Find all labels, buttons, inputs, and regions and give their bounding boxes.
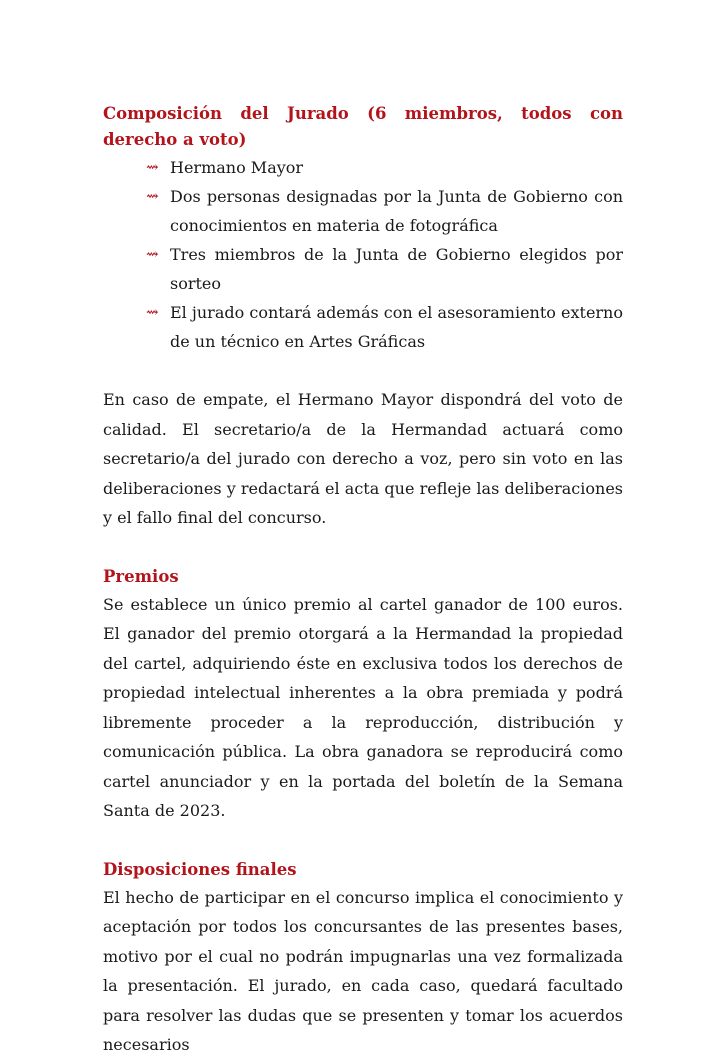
- section-disposiciones: [103, 857, 623, 1060]
- list-item-text: Hermano Mayor: [170, 158, 304, 177]
- premios-paragraph: Se establece un único premio al cartel ganador de 100 euros. El ganador del premio otorgará a la Hermandad la propiedad del cartel, adquiriendo éste en exclusiva todos los derechos de propiedad intelectual inherentes a la obra premiada y podrá libremente proceder a la reproducción, distribución y comunicación pública. La obra ganadora se reproducirá como cartel anunciador y en la portada del boletín de la Semana Santa de 2023.: [103, 594, 623, 820]
- document-page: [103, 101, 623, 1060]
- curly-arrow-icon: ⇝: [146, 158, 158, 176]
- curly-arrow-icon: ⇝: [146, 245, 158, 263]
- section-jurado: [103, 101, 623, 533]
- section-heading-premios: Premios: [103, 566, 179, 586]
- list-item-text: Tres miembros de la Junta de Gobierno elegidos por sorteo: [170, 245, 623, 293]
- list-item-text: Dos personas designadas por la Junta de Gobierno con conocimientos en materia de fotográfica: [170, 187, 623, 235]
- section-premios: [103, 564, 623, 826]
- list-item: [146, 153, 623, 182]
- disposiciones-paragraph: El hecho de participar en el concurso implica el conocimiento y aceptación por todos los concursantes de las presentes bases, motivo por el cual no podrán impugnarlas una vez formalizada la presentación. El jurado, en cada caso, quedará facultado para resolver las dudas que se presenten y tomar los acuerdos necesarios: [103, 887, 623, 1054]
- section-heading-disposiciones: Disposiciones finales: [103, 859, 297, 879]
- list-item: [146, 182, 623, 240]
- spacer: [103, 826, 623, 857]
- jurado-paragraph: En caso de empate, el Hermano Mayor dispondrá del voto de calidad. El secretario/a de la Hermandad actuará como secretario/a del jurado con derecho a voz, pero sin voto en las deliberaciones y redactará el acta que refleje las deliberaciones y el fallo final del concurso.: [103, 390, 623, 527]
- spacer: [103, 356, 623, 385]
- list-item-text: El jurado contará además con el asesoramiento externo de un técnico en Artes Gráficas: [170, 303, 623, 351]
- list-item: [146, 298, 623, 356]
- section-heading-jurado: Composición del Jurado (6 miembros, todos con derecho a voto): [103, 104, 623, 149]
- curly-arrow-icon: ⇝: [146, 303, 158, 321]
- spacer: [103, 533, 623, 564]
- curly-arrow-icon: ⇝: [146, 187, 158, 205]
- list-item: [146, 240, 623, 298]
- jurado-member-list: [103, 153, 623, 356]
